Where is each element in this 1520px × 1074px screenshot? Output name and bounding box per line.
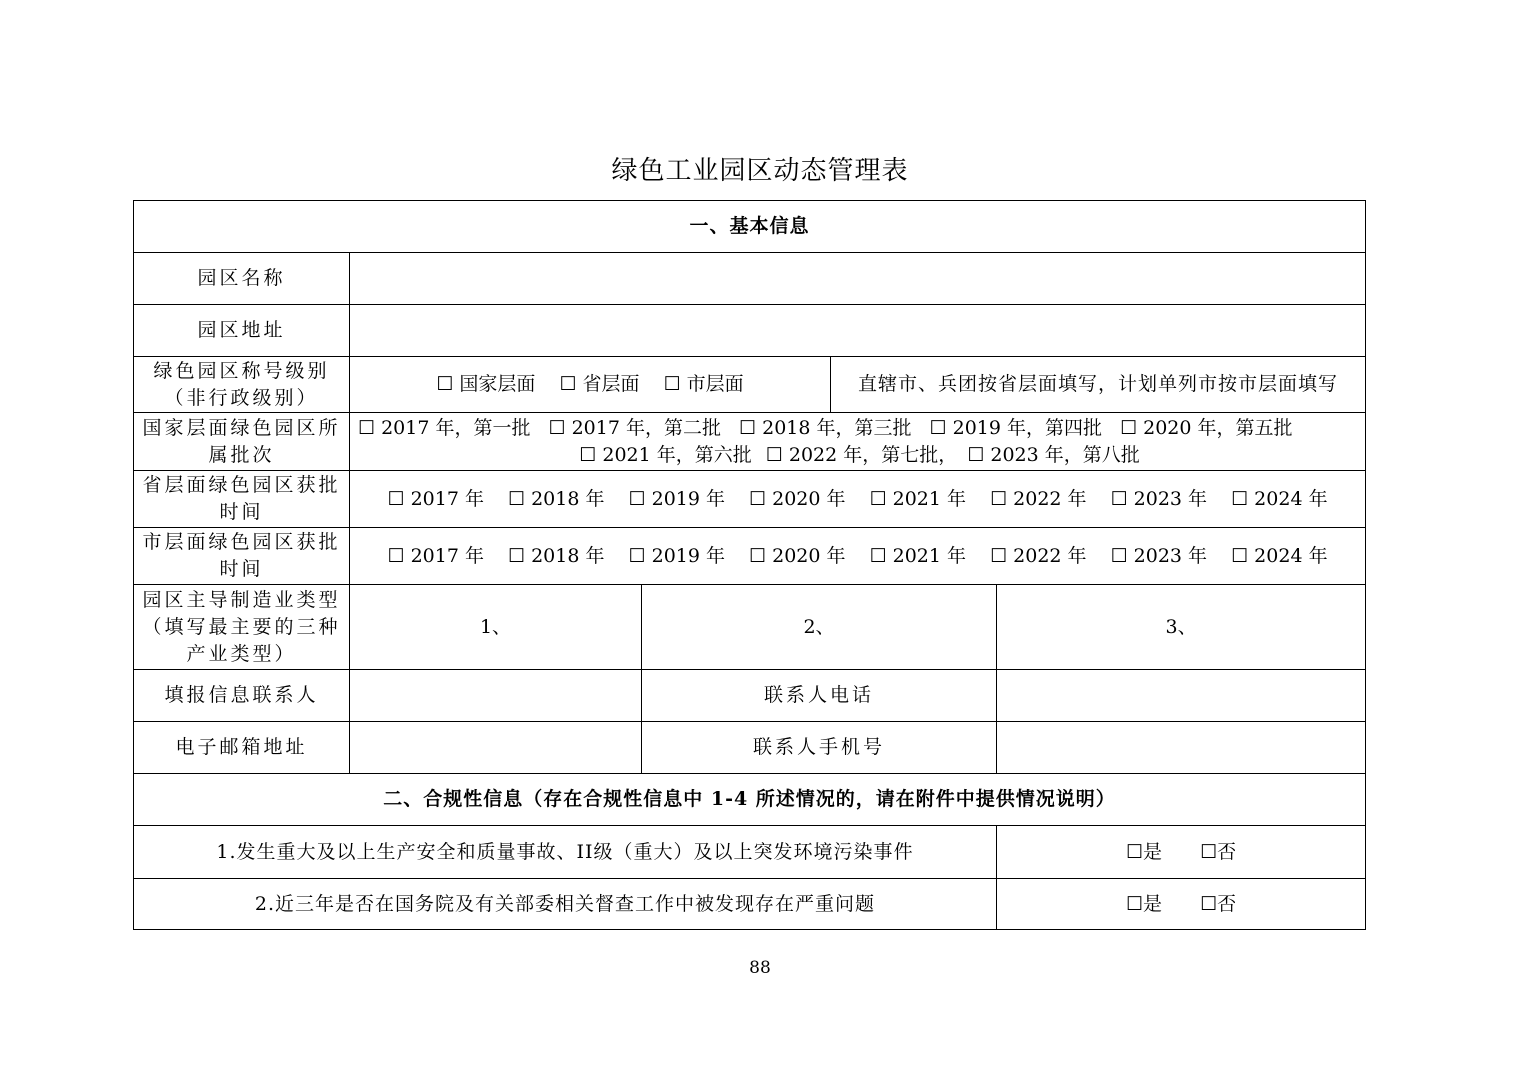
industry-type-2-field[interactable]: 2、 [642, 585, 997, 670]
national-batch-label [134, 413, 350, 471]
park-address-row [134, 305, 1366, 357]
contact-person-field[interactable] [350, 670, 642, 722]
industry-types-label-line3: 产业类型） [186, 642, 297, 665]
park-name-row [134, 253, 1366, 305]
contact-person-row [134, 670, 1366, 722]
checkbox-municipal-2017[interactable]: ☐ 2017 年 [387, 544, 484, 567]
title-level-label [134, 357, 350, 413]
contact-person-label: 填报信息联系人 [134, 670, 350, 722]
checkbox-batch-2017-2[interactable]: ☐ 2017 年，第二批 [548, 416, 721, 439]
industry-type-1-field[interactable]: 1、 [350, 585, 642, 670]
checkbox-municipal-2023[interactable]: ☐ 2023 年 [1110, 544, 1208, 567]
checkbox-batch-2023-8[interactable]: ☐ 2023 年，第八批 [967, 443, 1140, 466]
provincial-time-label-line1: 省层面绿色园区获批 [142, 474, 341, 496]
compliance-row-1 [134, 826, 1366, 879]
national-batch-row [134, 413, 1366, 471]
checkbox-provincial-2017[interactable]: ☐ 2017 年 [387, 487, 484, 510]
national-batch-options-row2 [352, 442, 1363, 469]
section-basic-info-row [134, 201, 1366, 253]
industry-types-label-line1: 园区主导制造业类型 [142, 588, 341, 611]
checkbox-municipal-2021[interactable]: ☐ 2021 年 [869, 544, 967, 567]
checkbox-municipal-2019[interactable]: ☐ 2019 年 [628, 544, 725, 567]
checkbox-compliance-1-no[interactable]: ☐否 [1200, 840, 1237, 863]
municipal-time-label [134, 528, 350, 585]
provincial-time-options [350, 471, 1366, 528]
section-compliance-heading: 二、合规性信息（存在合规性信息中 1-4 所述情况的，请在附件中提供情况说明） [134, 774, 1366, 826]
contact-phone-label: 联系人电话 [642, 670, 997, 722]
contact-phone-field[interactable] [997, 670, 1366, 722]
page-number: 88 [749, 958, 771, 978]
checkbox-provincial-2021[interactable]: ☐ 2021 年 [869, 487, 967, 510]
checkbox-provincial-2020[interactable]: ☐ 2020 年 [749, 487, 846, 510]
checkbox-municipal-2022[interactable]: ☐ 2022 年 [990, 544, 1087, 567]
provincial-time-label [134, 471, 350, 528]
title-level-note: 直辖市、兵团按省层面填写，计划单列市按市层面填写 [831, 357, 1366, 413]
checkbox-municipal-level[interactable]: ☐ 市层面 [663, 373, 744, 395]
compliance-answer-1 [997, 826, 1366, 879]
industry-types-label-line2: （填写最主要的三种 [142, 615, 341, 638]
municipal-time-row [134, 528, 1366, 585]
industry-types-row [134, 585, 1366, 670]
mobile-field[interactable] [997, 722, 1366, 774]
checkbox-batch-2021-6[interactable]: ☐ 2021 年，第六批 [579, 443, 752, 466]
national-batch-options [350, 413, 1366, 471]
checkbox-municipal-2020[interactable]: ☐ 2020 年 [749, 544, 846, 567]
park-name-label: 园区名称 [134, 253, 350, 305]
checkbox-municipal-2024[interactable]: ☐ 2024 年 [1231, 544, 1328, 567]
compliance-question-2: 2.近三年是否在国务院及有关部委相关督查工作中被发现存在严重问题 [134, 879, 997, 930]
municipal-time-options [350, 528, 1366, 585]
checkbox-provincial-2018[interactable]: ☐ 2018 年 [508, 487, 605, 510]
checkbox-provincial-2024[interactable]: ☐ 2024 年 [1231, 487, 1328, 510]
national-batch-label-line2: 属批次 [208, 443, 275, 466]
page-title: 绿色工业园区动态管理表 [611, 156, 909, 186]
checkbox-provincial-level[interactable]: ☐ 省层面 [559, 373, 640, 395]
industry-type-3-field[interactable]: 3、 [997, 585, 1366, 670]
compliance-question-1: 1.发生重大及以上生产安全和质量事故、II级（重大）及以上突发环境污染事件 [134, 826, 997, 879]
checkbox-batch-2018-3[interactable]: ☐ 2018 年，第三批 [739, 416, 912, 439]
park-address-label: 园区地址 [134, 305, 350, 357]
checkbox-batch-2017-1[interactable]: ☐ 2017 年，第一批 [358, 416, 531, 439]
municipal-time-label-line1: 市层面绿色园区获批 [142, 531, 341, 553]
compliance-answer-2 [997, 879, 1366, 930]
management-form-table [133, 200, 1366, 930]
park-name-field[interactable] [350, 253, 1366, 305]
checkbox-provincial-2023[interactable]: ☐ 2023 年 [1110, 487, 1208, 510]
checkbox-compliance-2-yes[interactable]: ☐是 [1125, 892, 1163, 915]
compliance-row-2 [134, 879, 1366, 930]
park-address-field[interactable] [350, 305, 1366, 357]
email-row [134, 722, 1366, 774]
municipal-time-label-line2: 时间 [219, 558, 264, 580]
email-field[interactable] [350, 722, 642, 774]
checkbox-compliance-1-yes[interactable]: ☐是 [1125, 840, 1163, 863]
checkbox-batch-2022-7[interactable]: ☐ 2022 年，第七批， [765, 443, 958, 466]
checkbox-provincial-2019[interactable]: ☐ 2019 年 [628, 487, 725, 510]
checkbox-batch-2020-5[interactable]: ☐ 2020 年，第五批 [1120, 416, 1293, 439]
checkbox-compliance-2-no[interactable]: ☐否 [1200, 892, 1237, 915]
checkbox-provincial-2022[interactable]: ☐ 2022 年 [990, 487, 1087, 510]
section-compliance-row [134, 774, 1366, 826]
mobile-label: 联系人手机号 [642, 722, 997, 774]
email-label: 电子邮箱地址 [134, 722, 350, 774]
national-batch-options-row1 [352, 415, 1363, 442]
national-batch-label-line1: 国家层面绿色园区所 [142, 416, 341, 439]
provincial-time-label-line2: 时间 [219, 501, 264, 523]
provincial-time-row [134, 471, 1366, 528]
section-basic-info-heading: 一、基本信息 [134, 201, 1366, 253]
checkbox-municipal-2018[interactable]: ☐ 2018 年 [508, 544, 605, 567]
title-level-label-line2: （非行政级别） [164, 386, 319, 409]
title-level-row [134, 357, 1366, 413]
checkbox-batch-2019-4[interactable]: ☐ 2019 年，第四批 [929, 416, 1103, 439]
industry-types-label [134, 585, 350, 670]
title-level-label-line1: 绿色园区称号级别 [153, 359, 330, 382]
title-level-options [350, 357, 831, 413]
checkbox-national-level[interactable]: ☐ 国家层面 [436, 373, 536, 395]
